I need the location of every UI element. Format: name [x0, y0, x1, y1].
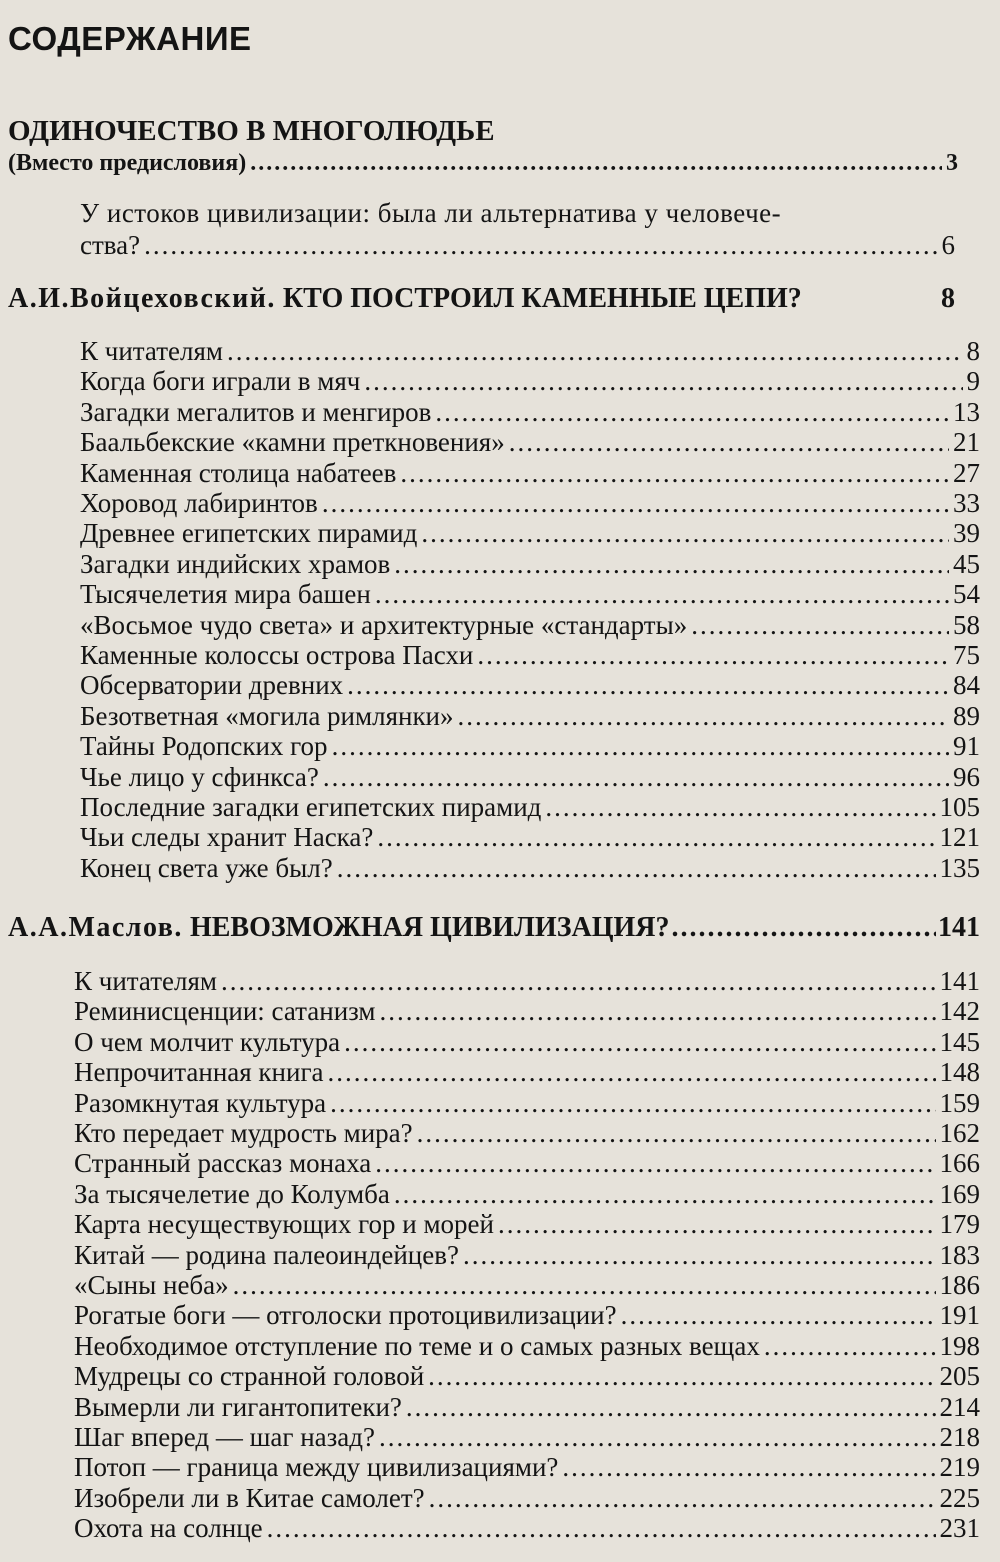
toc-entry: [74, 1452, 980, 1483]
toc-entry: [74, 1027, 980, 1058]
leader-dots: [394, 1179, 936, 1210]
toc-entry-title: Карта несуществующих гор и морей: [74, 1209, 494, 1240]
toc-entry: [80, 670, 980, 701]
toc-entry-page: 169: [939, 1178, 980, 1209]
preface-subtitle-row: [8, 150, 958, 177]
toc-entry-page: 231: [939, 1513, 980, 1544]
leader-dots: [380, 996, 936, 1027]
toc-entry-title: За тысячелетие до Колумба: [74, 1178, 390, 1209]
toc-entry-page: 159: [939, 1087, 980, 1118]
toc-entry: [74, 1392, 980, 1423]
leader-dots: [691, 610, 949, 641]
leader-dots: [227, 336, 963, 367]
leader-dots: [323, 762, 949, 793]
toc-entry-page: 54: [953, 579, 980, 610]
leader-dots: [406, 1392, 936, 1423]
leader-dots: [375, 579, 949, 610]
toc-entry-page: 33: [953, 488, 980, 518]
toc-entry: [74, 1057, 980, 1088]
toc-entry-title: Странный рассказ монаха: [74, 1148, 372, 1179]
toc-entry-page: 214: [939, 1391, 980, 1422]
leader-dots: [545, 792, 935, 823]
toc-entry-page: 21: [953, 427, 980, 458]
toc-entry-page: 166: [939, 1148, 980, 1179]
toc-entry-title: К читателям: [80, 336, 223, 366]
section2-page: 141: [938, 912, 980, 943]
leader-dots: [417, 1118, 936, 1149]
toc-entry: [74, 1088, 980, 1119]
toc-entry: [74, 1422, 980, 1453]
toc-entry: [74, 1361, 980, 1392]
preface-title: ОДИНОЧЕСТВО В МНОГОЛЮДЬЕ: [8, 115, 495, 147]
leader-dots: [394, 549, 949, 580]
toc-entry: [80, 701, 980, 732]
leader-dots: [498, 1209, 936, 1240]
toc-entry: [74, 1240, 980, 1271]
leader-dots: [509, 427, 949, 458]
toc-entry: [80, 853, 980, 884]
section2-author: А.А.Маслов.: [8, 912, 183, 943]
toc-entry-title: Мудрецы со странной головой: [74, 1361, 425, 1392]
toc-entry-title: Безответная «могила римлянки»: [80, 700, 454, 731]
toc-entry-title: Разомкнутая культура: [74, 1087, 327, 1118]
toc-entry: [74, 1270, 980, 1301]
section1-author: А.И.Войцеховский.: [8, 283, 276, 314]
leader-dots: [347, 670, 949, 701]
toc-entry-title: Загадки мегалитов и менгиров: [80, 396, 432, 427]
toc-entry-title: «Восьмое чудо света» и архитектурные «стандарты»: [80, 609, 688, 640]
toc-entry: [80, 579, 980, 610]
toc-entry: [80, 336, 980, 367]
toc-entry-page: 162: [939, 1118, 980, 1148]
toc-entry-title: Необходимое отступление по теме и о самых разных вещах: [74, 1330, 760, 1361]
toc-entry-page: 219: [939, 1452, 980, 1483]
leader-dots: [332, 731, 949, 762]
toc-entry-page: 13: [953, 396, 980, 427]
toc-entry: [74, 1331, 980, 1362]
section1-page: 8: [941, 283, 955, 314]
toc-entry-title: О чем молчит культура: [74, 1026, 341, 1057]
toc-entry-title: Каменная столица набатеев: [80, 457, 397, 488]
leader-dots: [621, 1300, 936, 1331]
intro-entry-line1: У истоков цивилизации: была ли альтернатива у человече-: [80, 198, 782, 228]
toc-entry-page: 205: [939, 1361, 980, 1392]
toc-entry: [80, 610, 980, 641]
intro-entry-line2: ства?: [80, 230, 141, 260]
toc-entry-page: 27: [953, 457, 980, 488]
toc-entry-title: Хоровод лабиринтов: [80, 488, 318, 518]
toc-entry-page: 145: [939, 1026, 980, 1057]
toc-entry: [80, 762, 980, 793]
toc-entry: [74, 1209, 980, 1240]
leader-dots: [458, 701, 949, 732]
toc-entry-page: 225: [939, 1482, 980, 1513]
toc-entry-title: Чье лицо у сфинкса?: [80, 761, 319, 792]
toc-entry: [74, 1148, 980, 1179]
toc-entry: [80, 549, 980, 580]
toc-entry-title: Реминисценции: сатанизм: [74, 996, 376, 1027]
toc-entry-page: 183: [939, 1239, 980, 1270]
toc-entry: [74, 1179, 980, 1210]
toc-entry-title: К читателям: [74, 966, 217, 996]
leader-dots: [764, 1331, 936, 1362]
toc-entry-page: 39: [953, 518, 980, 549]
toc-entry: [74, 996, 980, 1027]
toc-entry: [74, 966, 980, 997]
toc-entry-title: Потоп — граница между цивилизациями?: [74, 1452, 559, 1483]
toc-entry-page: 135: [939, 852, 980, 883]
toc-entry-title: «Сыны неба»: [74, 1270, 229, 1300]
toc-entry-page: 186: [939, 1270, 980, 1300]
leader-dots: [233, 1270, 936, 1301]
toc-entry-title: Каменные колоссы острова Пасхи: [80, 640, 474, 670]
leader-dots: [221, 966, 936, 997]
section1-heading-row: [8, 283, 955, 315]
toc-entry: [80, 366, 980, 397]
leader-dots: [463, 1240, 936, 1271]
toc-entry-title: Тысячелетия мира башен: [80, 579, 371, 610]
leader-dots: [267, 1513, 936, 1544]
section2-heading-row: [8, 912, 980, 944]
toc-entry-page: 84: [953, 670, 980, 701]
toc-entry-page: 75: [953, 640, 980, 670]
toc-entry-page: 142: [939, 996, 980, 1027]
toc-entry-title: Конец света уже был?: [80, 852, 333, 883]
toc-entry-page: 218: [939, 1422, 980, 1452]
leader-dots: [421, 518, 949, 549]
leader-dots: [375, 1148, 935, 1179]
toc-entry-title: Тайны Родопских гор: [80, 731, 328, 762]
section2-title: НЕВОЗМОЖНАЯ ЦИВИЛИЗАЦИЯ?: [189, 912, 670, 943]
toc-entry-page: 121: [939, 822, 980, 853]
toc-entry-page: 191: [939, 1300, 980, 1331]
toc-entry-page: 141: [939, 966, 980, 996]
toc-entry: [80, 792, 980, 823]
toc-entry: [80, 458, 980, 489]
toc-entry-title: Рогатые боги — отголоски протоцивилизации?: [74, 1300, 617, 1331]
leader-dots: [671, 912, 936, 944]
leader-dots: [144, 230, 937, 261]
toc-entry-title: Обсерватории древних: [80, 670, 344, 701]
preface-subtitle-page: 3: [946, 150, 958, 176]
leader-dots: [364, 366, 962, 397]
toc-entry-title: Охота на солнце: [74, 1513, 263, 1544]
toc-entry-title: Загадки индийских храмов: [80, 548, 391, 579]
intro-entry-row: [80, 230, 955, 261]
toc-entry-page: 89: [953, 700, 980, 731]
toc-entry: [80, 731, 980, 762]
leader-dots: [337, 853, 936, 884]
leader-dots: [379, 1422, 936, 1453]
leader-dots: [562, 1452, 935, 1483]
toc-entry: [80, 640, 980, 671]
toc-entry: [80, 427, 980, 458]
toc-entry-page: 198: [939, 1330, 980, 1361]
intro-entry-page: 6: [941, 230, 955, 260]
toc-entry: [80, 397, 980, 428]
leader-dots: [400, 458, 949, 489]
leader-dots: [377, 822, 935, 853]
toc-entry-page: 9: [966, 366, 980, 397]
toc-entry-page: 105: [939, 792, 980, 822]
leader-dots: [330, 1088, 935, 1119]
toc-entry-title: Чьи следы хранит Наска?: [80, 822, 374, 853]
toc-entry-title: Китай — родина палеоиндейцев?: [74, 1239, 459, 1270]
toc-entry-title: Когда боги играли в мяч: [80, 366, 361, 397]
toc-entry-page: 58: [953, 609, 980, 640]
toc-entry-page: 179: [939, 1209, 980, 1240]
toc-entry-page: 91: [953, 731, 980, 762]
toc-entry-page: 96: [953, 761, 980, 792]
toc-entry-title: Вымерли ли гигантопитеки?: [74, 1391, 402, 1422]
toc-entry-page: 45: [953, 548, 980, 579]
toc-entry-title: Шаг вперед — шаг назад?: [74, 1422, 375, 1452]
leader-dots: [250, 150, 942, 177]
leader-dots: [428, 1361, 935, 1392]
page-heading: СОДЕРЖАНИЕ: [8, 20, 252, 57]
section1-title: КТО ПОСТРОИЛ КАМЕННЫЕ ЦЕПИ?: [282, 283, 802, 314]
toc-entry-title: Кто передает мудрость мира?: [74, 1118, 413, 1148]
toc-entry-page: 8: [966, 336, 980, 366]
preface-subtitle: (Вместо предисловия): [8, 150, 247, 176]
toc-entry-title: Баальбекские «камни преткновения»: [80, 427, 505, 458]
leader-dots: [435, 397, 949, 428]
toc-entry: [80, 822, 980, 853]
leader-dots: [477, 640, 949, 671]
toc-entry-title: Древнее египетских пирамид: [80, 518, 418, 549]
toc-entry: [80, 518, 980, 549]
leader-dots: [429, 1483, 936, 1514]
toc-entry-page: 148: [939, 1057, 980, 1088]
leader-dots: [344, 1027, 935, 1058]
toc-entry-title: Изобрели ли в Китае самолет?: [74, 1482, 425, 1513]
leader-dots: [328, 1057, 936, 1088]
toc-entry: [80, 488, 980, 519]
leader-dots: [322, 488, 949, 519]
toc-entry-title: Последние загадки египетских пирамид: [80, 792, 542, 822]
toc-entry: [74, 1300, 980, 1331]
toc-entry: [74, 1483, 980, 1514]
toc-entry-title: Непрочитанная книга: [74, 1057, 324, 1088]
toc-entry: [74, 1513, 980, 1544]
toc-entry: [74, 1118, 980, 1149]
